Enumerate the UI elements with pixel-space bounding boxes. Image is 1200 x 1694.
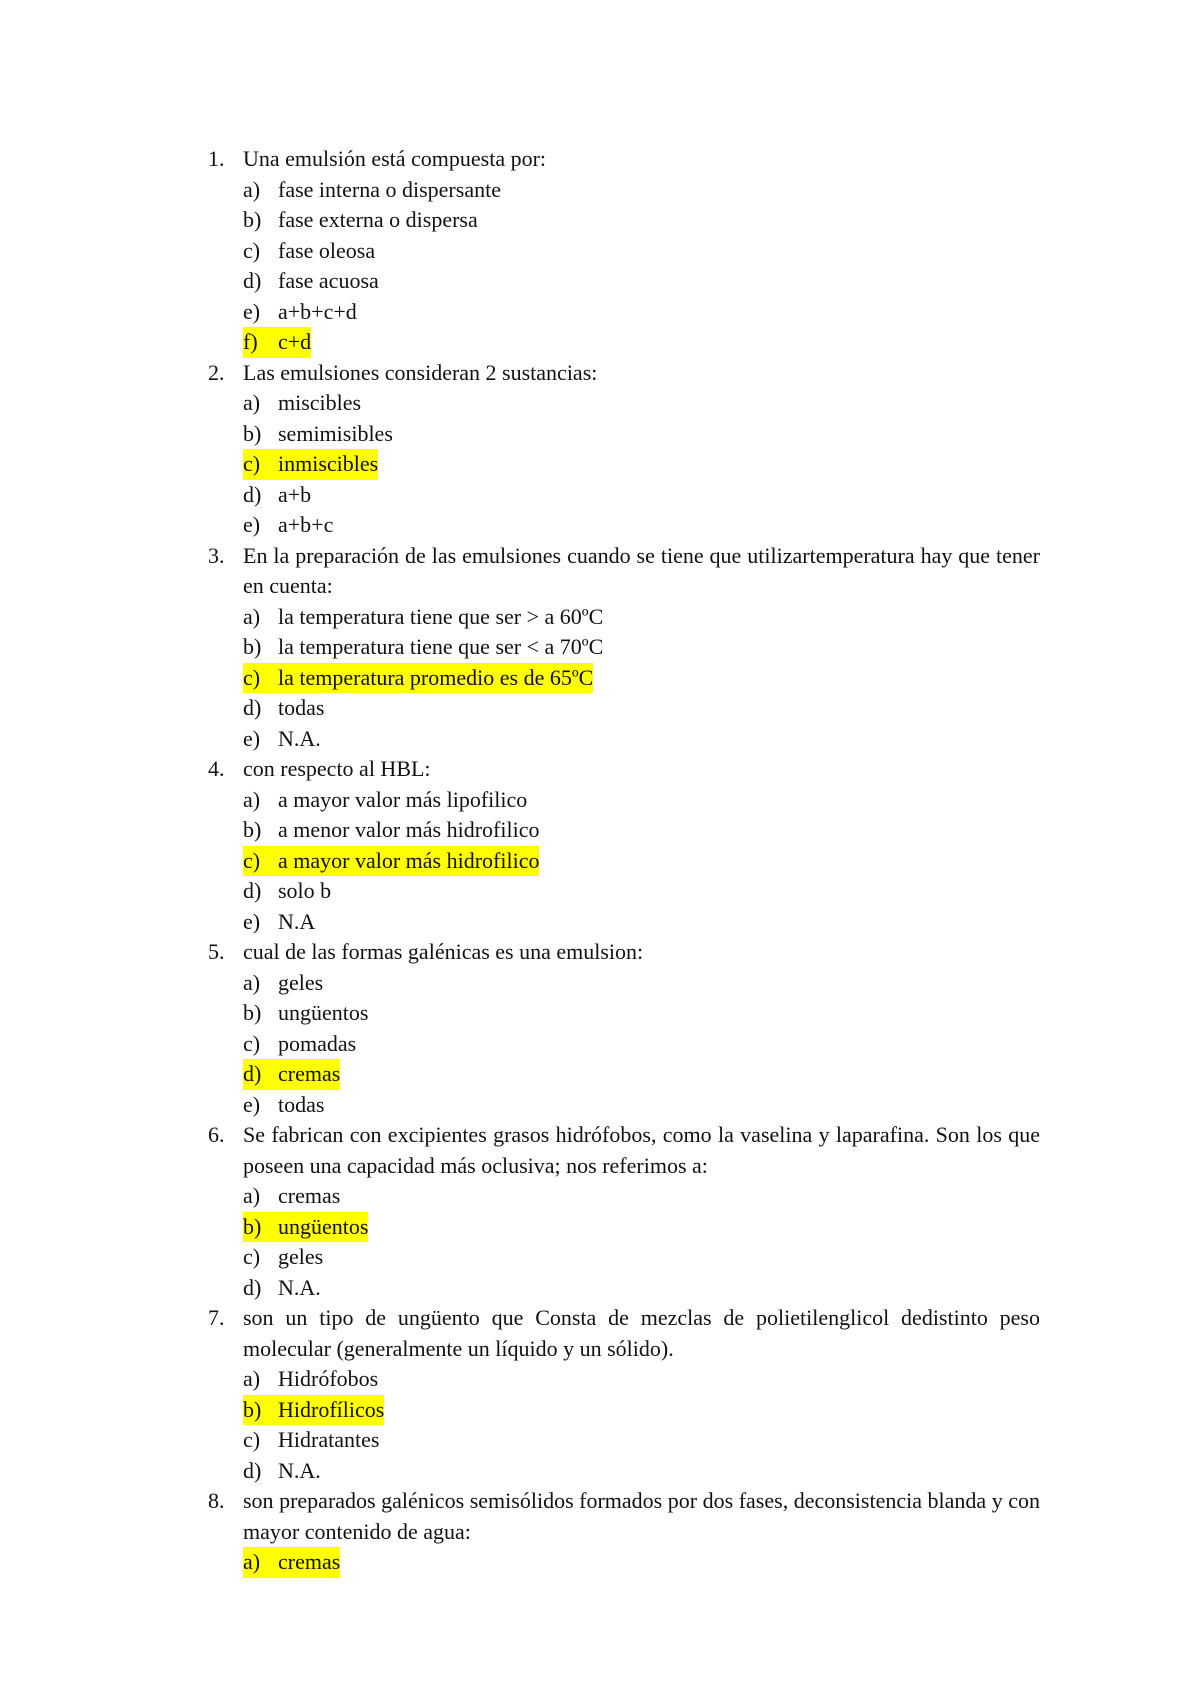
option-label: f) xyxy=(243,329,258,354)
answer-highlight xyxy=(243,663,593,694)
option-label: e) xyxy=(243,512,261,537)
option-text: todas xyxy=(278,695,325,720)
option-text: pomadas xyxy=(278,1030,357,1056)
answer-option xyxy=(208,907,1040,938)
option-label: e) xyxy=(243,298,261,324)
option-label: d) xyxy=(243,1061,262,1086)
option-text: a+b xyxy=(278,481,312,507)
answer-option xyxy=(208,968,1040,999)
option-text: cremas xyxy=(278,1061,341,1086)
question-number: 7. xyxy=(208,1305,225,1330)
option-label: d) xyxy=(243,1274,262,1300)
option-text: N.A. xyxy=(278,1457,321,1483)
option-text: ungüentos xyxy=(278,1000,369,1025)
option-label: d) xyxy=(243,695,262,720)
option-text: cremas xyxy=(278,1549,341,1574)
answer-option xyxy=(208,693,1040,724)
question-number: 4. xyxy=(208,756,225,781)
option-text: la temperatura tiene que ser < a 70ºC xyxy=(278,634,604,659)
answer-option-content xyxy=(243,1364,378,1395)
answer-option xyxy=(208,1242,1040,1273)
option-text: c+d xyxy=(278,329,312,354)
option-label: a) xyxy=(243,1549,261,1574)
option-label: c) xyxy=(243,664,261,690)
option-label: a) xyxy=(243,390,261,415)
option-label: e) xyxy=(243,725,261,751)
answer-option xyxy=(208,1181,1040,1212)
answer-option-content xyxy=(243,266,379,297)
answer-option-content xyxy=(243,876,331,907)
answer-option xyxy=(208,1364,1040,1395)
answer-highlight xyxy=(243,1212,368,1243)
answer-option-content xyxy=(243,602,603,633)
question-text: son un tipo de ungüento que Consta de mezclas de polietilenglicol dedistinto peso molecular (generalmente un líquido y un sólido). xyxy=(243,1305,1040,1361)
option-label: c) xyxy=(243,1030,261,1056)
answer-option xyxy=(208,998,1040,1029)
answer-option-highlighted xyxy=(208,1059,1040,1090)
quiz-question-list xyxy=(208,144,1040,1578)
question-text: Una emulsión está compuesta por: xyxy=(243,146,547,171)
question-text: cual de las formas galénicas es una emulsion: xyxy=(243,939,644,964)
answer-option-content xyxy=(243,1090,324,1121)
option-text: inmiscibles xyxy=(278,451,379,476)
option-text: ungüentos xyxy=(278,1213,369,1239)
option-text: a mayor valor más lipofilico xyxy=(278,786,528,812)
option-label: d) xyxy=(243,1457,262,1483)
question-block xyxy=(208,541,1040,755)
question-number: 2. xyxy=(208,359,225,385)
question-stem xyxy=(208,937,1040,968)
option-label: c) xyxy=(243,1427,261,1452)
answer-option xyxy=(208,724,1040,755)
answer-option xyxy=(208,1029,1040,1060)
option-text: Hidratantes xyxy=(278,1427,380,1452)
question-block xyxy=(208,358,1040,541)
answer-option-content xyxy=(243,1425,379,1456)
option-label: b) xyxy=(243,1000,262,1025)
option-text: Hidrófobos xyxy=(278,1366,379,1391)
option-label: b) xyxy=(243,817,262,842)
answer-option xyxy=(208,1090,1040,1121)
answer-option-highlighted xyxy=(208,327,1040,358)
option-label: d) xyxy=(243,481,262,507)
answer-option xyxy=(208,1456,1040,1487)
answer-option-content xyxy=(243,510,333,541)
question-stem xyxy=(208,754,1040,785)
answer-option-highlighted xyxy=(208,663,1040,694)
option-text: N.A. xyxy=(278,1274,321,1300)
question-number: 8. xyxy=(208,1488,225,1513)
option-text: fase interna o dispersante xyxy=(278,176,501,202)
answer-highlight xyxy=(243,327,311,358)
question-block xyxy=(208,1120,1040,1303)
option-label: a) xyxy=(243,1183,261,1208)
answer-option-content xyxy=(243,907,315,938)
option-text: miscibles xyxy=(278,390,362,415)
option-label: b) xyxy=(243,1213,262,1239)
option-text: a+b+c+d xyxy=(278,298,357,324)
answer-option-content xyxy=(243,785,527,816)
answer-option-content xyxy=(243,968,323,999)
option-text: a+b+c xyxy=(278,512,334,537)
question-text: Las emulsiones consideran 2 sustancias: xyxy=(243,359,598,385)
answer-option-content xyxy=(243,1242,323,1273)
option-text: cremas xyxy=(278,1183,341,1208)
option-label: c) xyxy=(243,1244,261,1269)
answer-option-content xyxy=(243,1273,321,1304)
answer-option xyxy=(208,602,1040,633)
question-block xyxy=(208,144,1040,358)
option-text: la temperatura tiene que ser > a 60ºC xyxy=(278,603,604,629)
question-stem xyxy=(208,1303,1040,1364)
option-text: a mayor valor más hidrofilico xyxy=(278,847,540,873)
answer-option-highlighted xyxy=(208,1212,1040,1243)
answer-highlight xyxy=(243,846,539,877)
question-stem xyxy=(208,144,1040,175)
answer-option xyxy=(208,419,1040,450)
option-label: a) xyxy=(243,969,261,995)
option-text: geles xyxy=(278,969,324,995)
answer-highlight xyxy=(243,1059,340,1090)
question-stem xyxy=(208,1486,1040,1547)
option-label: c) xyxy=(243,451,261,476)
answer-option xyxy=(208,510,1040,541)
answer-option-content xyxy=(243,632,603,663)
answer-option xyxy=(208,1273,1040,1304)
question-stem xyxy=(208,541,1040,602)
option-label: b) xyxy=(243,420,262,446)
option-label: b) xyxy=(243,634,262,659)
answer-option-content xyxy=(243,1181,340,1212)
answer-option-highlighted xyxy=(208,449,1040,480)
option-text: fase acuosa xyxy=(278,268,379,293)
answer-option-content xyxy=(243,998,368,1029)
option-text: a menor valor más hidrofilico xyxy=(278,817,540,842)
answer-option xyxy=(208,785,1040,816)
answer-highlight xyxy=(243,1395,384,1426)
answer-option-content xyxy=(243,388,361,419)
question-text: son preparados galénicos semisólidos formados por dos fases, deconsistencia blanda y con mayor contenido de agua: xyxy=(243,1488,1040,1544)
question-number: 6. xyxy=(208,1122,225,1147)
option-text: la temperatura promedio es de 65ºC xyxy=(278,664,594,690)
answer-option xyxy=(208,480,1040,511)
option-label: a) xyxy=(243,603,261,629)
question-stem xyxy=(208,358,1040,389)
answer-option xyxy=(208,632,1040,663)
answer-option-content xyxy=(243,1029,356,1060)
option-label: e) xyxy=(243,1091,261,1117)
option-label: d) xyxy=(243,878,262,903)
option-label: a) xyxy=(243,1366,261,1391)
option-text: Hidrofílicos xyxy=(278,1396,385,1422)
question-number: 5. xyxy=(208,939,225,964)
answer-option-content xyxy=(243,480,311,511)
question-stem xyxy=(208,1120,1040,1181)
answer-option-highlighted xyxy=(208,1395,1040,1426)
option-text: semimisibles xyxy=(278,420,393,446)
option-label: b) xyxy=(243,207,262,232)
option-label: b) xyxy=(243,1396,262,1422)
answer-option-content xyxy=(243,419,393,450)
question-block xyxy=(208,1486,1040,1578)
option-label: d) xyxy=(243,268,262,293)
question-block xyxy=(208,937,1040,1120)
option-label: a) xyxy=(243,176,261,202)
option-text: N.A xyxy=(278,908,316,934)
option-text: N.A. xyxy=(278,725,321,751)
question-text: Se fabrican con excipientes grasos hidrófobos, como la vaselina y laparafina. Son los que poseen una capacidad más oclusiva; nos referimos a: xyxy=(243,1122,1040,1178)
answer-option-content xyxy=(243,815,539,846)
question-block xyxy=(208,754,1040,937)
option-label: c) xyxy=(243,847,261,873)
question-text: con respecto al HBL: xyxy=(243,756,431,781)
answer-option xyxy=(208,236,1040,267)
answer-option-content xyxy=(243,724,321,755)
option-label: a) xyxy=(243,786,261,812)
answer-option-highlighted xyxy=(208,846,1040,877)
answer-option xyxy=(208,815,1040,846)
question-block xyxy=(208,1303,1040,1486)
answer-option xyxy=(208,1425,1040,1456)
answer-option xyxy=(208,205,1040,236)
question-number: 1. xyxy=(208,146,225,171)
option-text: solo b xyxy=(278,878,332,903)
answer-option-content xyxy=(243,693,324,724)
answer-option xyxy=(208,388,1040,419)
answer-highlight xyxy=(243,1547,340,1578)
answer-option-content xyxy=(243,236,375,267)
answer-option xyxy=(208,266,1040,297)
answer-option-content xyxy=(243,205,478,236)
answer-highlight xyxy=(243,449,378,480)
answer-option xyxy=(208,876,1040,907)
answer-option-content xyxy=(243,175,501,206)
question-number: 3. xyxy=(208,542,225,568)
answer-option-content xyxy=(243,297,357,328)
answer-option-highlighted xyxy=(208,1547,1040,1578)
option-text: fase externa o dispersa xyxy=(278,207,478,232)
option-text: geles xyxy=(278,1244,324,1269)
answer-option xyxy=(208,175,1040,206)
question-text: En la preparación de las emulsiones cuando se tiene que utilizartemperatura hay que tener en cuenta: xyxy=(243,542,1040,598)
answer-option xyxy=(208,297,1040,328)
option-label: e) xyxy=(243,908,261,934)
option-text: todas xyxy=(278,1091,325,1117)
answer-option-content xyxy=(243,1456,321,1487)
option-text: fase oleosa xyxy=(278,237,376,263)
option-label: c) xyxy=(243,237,261,263)
